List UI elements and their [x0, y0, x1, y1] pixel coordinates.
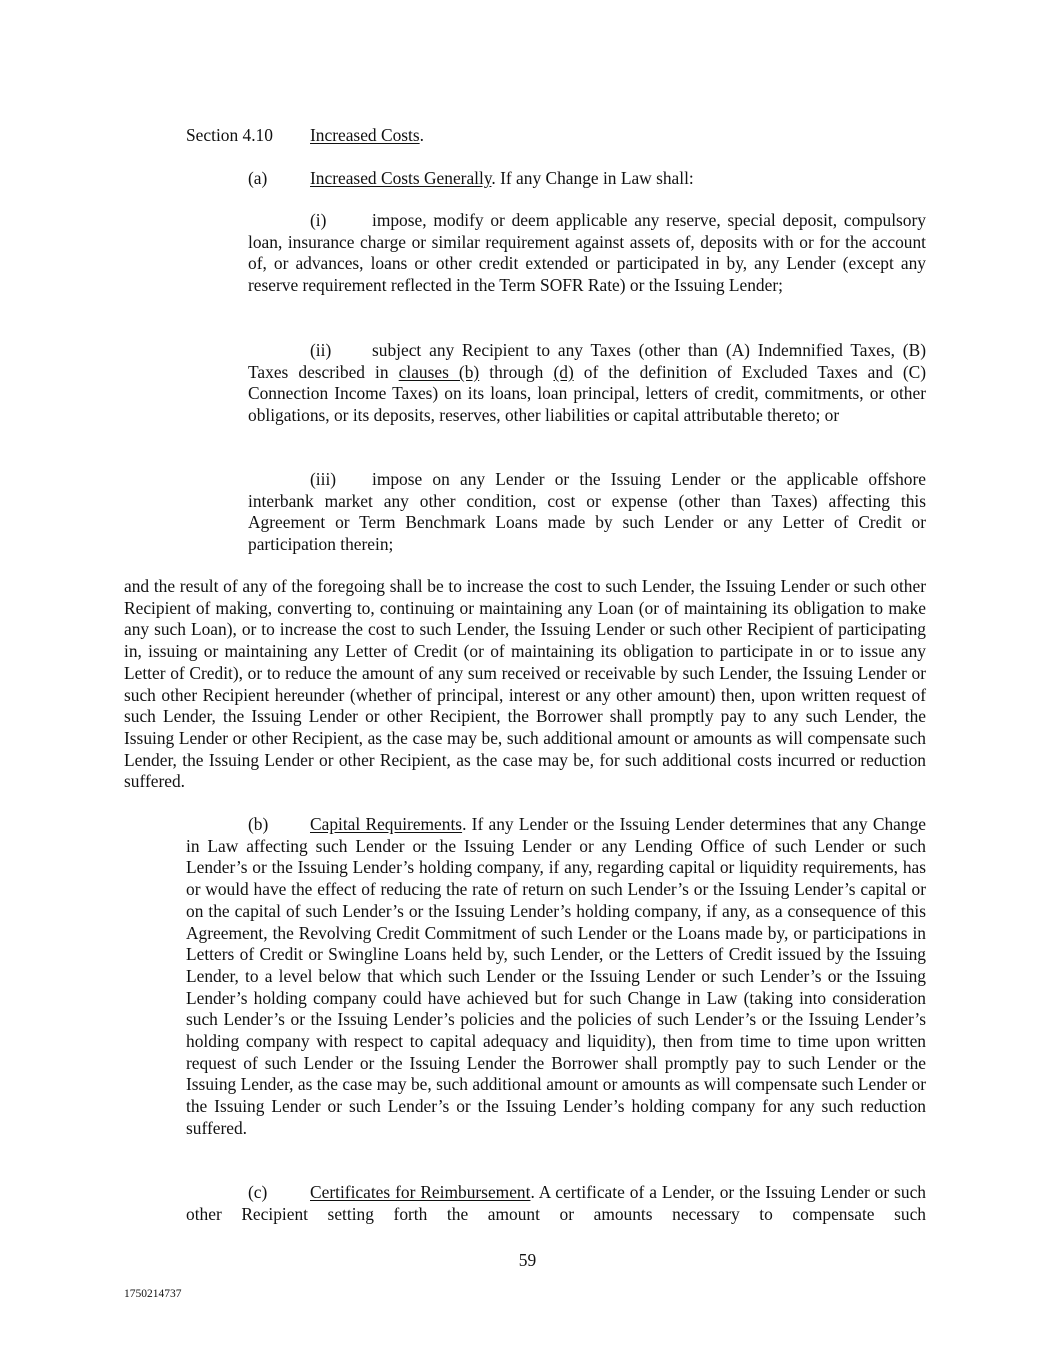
paragraph-result-text: and the result of any of the foregoing shall be to increase the cost to such Lender, the Issuing Lender or such other Recipient of making, converting to, continuing or maintaining any Loan (or of maintaining its obligation to make any such Loan), or to increase the cost to such Lender, the Issuing Lender or such other Recipient of participating in, issuing or maintaining any Letter of Credit (or of maintaining its obligation to participate in or to issue any Letter of Credit), or to reduce the amount of any sum received or receivable by such Lender, the Issuing Lender or such other Recipient hereunder (whether of principal, interest or any other amount) then, upon written request of such Lender, the Issuing Lender or other Recipient, the Borrower shall promptly pay to any such Lender, the Issuing Lender or other Recipient, as the case may be, such additional amount or amounts as will compensate such Lender, the Issuing Lender or other Recipient, as the case may be, for such additional costs incurred or reduction suffered. [124, 576, 926, 792]
paragraph-b-heading: Capital Requirements [310, 814, 463, 834]
clause-d-reference: (d) [553, 361, 574, 382]
paragraph-a-heading: Increased Costs Generally [310, 168, 492, 188]
paragraph-b [186, 814, 926, 1140]
section-heading [186, 125, 926, 147]
paragraph-a-text: . If any Change in Law shall: [491, 168, 694, 188]
paragraph-result [124, 576, 926, 793]
paragraph-iii-label: (iii) [310, 469, 337, 489]
paragraph-ii [248, 340, 926, 427]
section-title-suffix: . [419, 125, 424, 145]
page-number: 59 [518, 1250, 537, 1270]
section-title: Increased Costs [310, 125, 420, 145]
paragraph-iii [248, 469, 926, 556]
paragraph-ii-label: (ii) [310, 340, 332, 360]
paragraph-a [248, 168, 926, 190]
paragraph-i-text: impose, modify or deem applicable any reserve, special deposit, compulsory loan, insurance charge or similar requirement against assets of, deposits with or for the account of, or advances, loans or other credit extended or participated in by, any Lender (except any reserve requirement reflected in the Term SOFR Rate) or the Issuing Lender; [248, 210, 926, 296]
paragraph-c-text: . A certificate of a Lender, or the Issuing Lender or such other Recipient setting forth the amount or amounts necessary to compensate such [186, 1182, 926, 1224]
paragraph-ii-text-1: subject any Recipient to any Taxes (other than (A) Indemnified Taxes, (B) Taxes described in [248, 340, 926, 382]
paragraph-b-label: (b) [248, 814, 269, 834]
document-id: 1750214737 [124, 1288, 182, 1300]
section-number: Section 4.10 [186, 125, 273, 145]
paragraph-ii-text-2: through [479, 361, 554, 382]
clauses-b-reference: clauses (b) [398, 361, 480, 382]
paragraph-b-text: . If any Lender or the Issuing Lender determines that any Change in Law affecting such Lender or the Issuing Lender or any Lending Office of such Lender or such Lender’s or the Issuing Lender’s holding company, if any, regarding capital or liquidity requirements, has or would have the effect of reducing the rate of return on such Lender’s or the Issuing Lender’s capital or on the capital of such Lender’s or the Issuing Lender’s holding company, if any, as a consequence of this Agreement, the Revolving Credit Commitment of such Lender or the Loans made by, or participations in Letters of Credit or Swingline Loans held by, such Lender, or the Letters of Credit issued by the Issuing Lender, to a level below that which such Lender or the Issuing Lender or such Lender’s or the Issuing Lender’s holding company could have achieved but for such Change in Law (taking into consideration such Lender’s or the Issuing Lender’s policies and the policies of such Lender’s or the Issuing Lender’s holding company with respect to capital adequacy and liquidity), then from time to time upon written request of such Lender or the Issuing Lender the Borrower shall promptly pay to such Lender or the Issuing Lender, as the case may be, such additional amount or amounts as will compensate such Lender or the Issuing Lender or such Lender’s or the Issuing Lender’s holding company for any such reduction suffered. [186, 814, 926, 1138]
paragraph-c-label: (c) [248, 1182, 268, 1202]
paragraph-ii-text-3: of the definition of Excluded Taxes and (C) Connection Income Taxes) on its loans, loan principal, letters of credit, commitments, or other obligations, or its deposits, reserves, other liabilities or capital attributable thereto; or [248, 361, 927, 426]
paragraph-c-heading: Certificates for Reimbursement [310, 1182, 531, 1202]
paragraph-i [248, 210, 926, 297]
paragraph-i-label: (i) [310, 210, 327, 230]
paragraph-c [186, 1182, 926, 1225]
paragraph-a-label: (a) [248, 168, 268, 188]
paragraph-iii-text: impose on any Lender or the Issuing Lender or the applicable offshore interbank market any other condition, cost or expense (other than Taxes) affecting this Agreement or Term Benchmark Loans made by such Lender or any Letter of Credit or participation therein; [248, 469, 926, 555]
